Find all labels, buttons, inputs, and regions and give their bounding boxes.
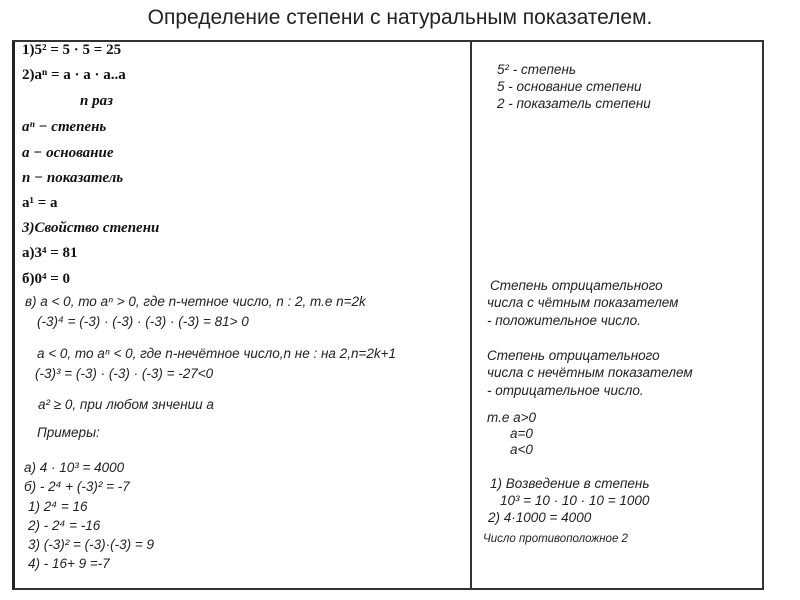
left-line: в) a < 0, то aⁿ > 0, где n-четное число, n : 2, т.е n=2k [25,294,366,309]
right-line: числа с нечётным показателем [487,365,693,380]
left-line: 4) - 16+ 9 =-7 [28,556,110,571]
left-line: 1) 2⁴ = 16 [28,499,88,514]
left-line: a < 0, то aⁿ < 0, где n-нечётное число,n не : на 2,n=2k+1 [37,346,396,361]
right-line: 10³ = 10 · 10 · 10 = 1000 [500,493,650,508]
left-line: (-3)⁴ = (-3) · (-3) · (-3) · (-3) = 81> 0 [37,314,249,329]
right-line: 5² - степень [497,62,576,77]
left-line: n раз [80,93,113,109]
right-line: - отрицательное число. [487,383,644,398]
left-line: aⁿ − степень [22,119,107,135]
right-line: a<0 [510,442,533,457]
column-divider [470,40,472,590]
right-line: числа с чётным показателем [487,295,679,310]
left-line: 2) - 2⁴ = -16 [28,518,101,533]
left-line: а) 4 · 10³ = 4000 [24,460,125,475]
right-line: 2) 4·1000 = 4000 [488,510,592,525]
right-line: Степень отрицательного [487,348,660,363]
left-line: б)0⁴ = 0 [22,271,71,287]
right-line: 5 - основание степени [497,79,642,94]
right-line: a=0 [510,426,533,441]
left-line: 2)aⁿ = a · a · a..a [22,67,126,83]
left-line: а)3⁴ = 81 [22,245,78,261]
right-line: 2 - показатель степени [497,96,651,111]
left-line: Примеры: [37,425,100,440]
right-line: Степень отрицательного [490,278,663,293]
left-line: б) - 2⁴ + (-3)² = -7 [24,479,130,494]
left-line: 1)5² = 5 · 5 = 25 [22,42,122,58]
left-line: n − показатель [22,170,124,186]
left-line: 3) (-3)² = (-3)·(-3) = 9 [28,537,155,552]
left-line: (-3)³ = (-3) · (-3) · (-3) = -27<0 [35,366,214,381]
right-line: 1) Возведение в степень [490,476,650,491]
right-line: т.е a>0 [487,410,537,425]
left-line: a − основание [22,145,114,161]
right-line: - положительное число. [487,313,641,328]
left-line: a¹ = a [22,195,58,211]
left-line: 3)Свойство степени [22,220,160,236]
slide-title: Определение степени с натуральным показателем. [147,6,653,29]
left-line: a² ≥ 0, при любом знчении а [38,397,214,412]
right-line: Число противоположное 2 [483,533,628,545]
